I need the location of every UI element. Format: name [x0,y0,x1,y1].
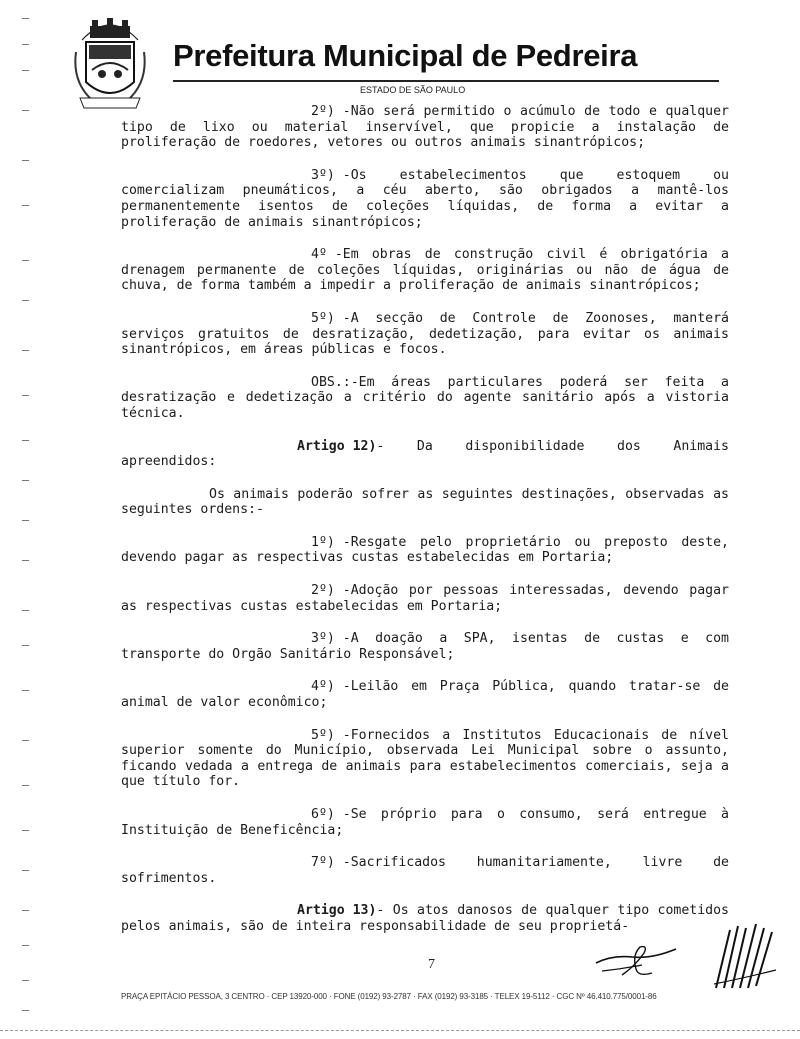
item-number: 6º) - [311,807,351,822]
paragraph [121,807,729,838]
margin-tick [22,480,29,481]
margin-tick [22,830,29,831]
margin-tick [22,870,29,871]
margin-tick [22,785,29,786]
footer-address: PRAÇA EPITÁCIO PESSOA, 3 CENTRO · CEP 13920-000 · FONE (0192) 93-2787 · FAX (0192) 93-3185 · TELEX 19-5112 · CGC Nº 46.410.775/0001-86 [121,992,657,1001]
margin-tick [22,645,29,646]
paragraph-text: Em obras de construção civil é obrigatória a drenagem permanente de coleções líquidas, originárias ou não de água de chuva, de forma também a impedir a proliferação de animais sinantrópicos; [121,247,729,294]
paragraph-text: Os estabelecimentos que estoquem ou comercializam pneumáticos, a céu aberto, são obrigados a mantê-los permanentemente isentos de coleções líquidas, de forma a evitar a proliferação de animais sinantrópicos; [121,167,729,230]
paragraph-text: - Os atos danosos de qualquer tipo cometidos pelos animais, são de inteira responsabilidade de seu proprietá- [121,903,729,934]
margin-tick [22,945,29,946]
margin-tick [22,690,29,691]
margin-tick [22,205,29,206]
margin-tick [22,520,29,521]
margin-tick [22,110,29,111]
margin-tick [22,350,29,351]
paragraph [121,583,729,614]
paragraph-text: A secção de Controle de Zoonoses, manterá serviços gratuitos de desratização, dedetização, para evitar os animais sinantrópicos, em áreas públicas e focos. [121,310,729,358]
paragraph-text: Adoção por pessoas interessadas, devendo pagar as respectivas custas estabelecidas em Portaria; [121,583,729,614]
margin-tick [22,980,29,981]
paragraph-text: A doação a SPA, isentas de custas e com transporte do Orgão Sanitário Responsável; [121,631,729,662]
header-rule [173,80,719,82]
margin-tick [22,260,29,261]
paragraph [121,903,729,934]
paragraph-text: Os animais poderão sofrer as seguintes destinações, observadas as seguintes ordens:- [121,486,729,518]
paragraph-text: Se próprio para o consumo, será entregue à Instituição de Beneficência; [121,807,729,838]
paragraph [121,168,729,230]
signature-initials [710,918,780,994]
margin-tick [22,740,29,741]
paragraph-text: Sacrificados humanitariamente, livre de sofrimentos. [121,855,729,886]
article-heading: Artigo 13) [297,903,377,919]
margin-tick [22,300,29,301]
paragraph [121,728,729,790]
margin-tick [22,18,29,19]
state-label: ESTADO DE SÃO PAULO [360,85,466,95]
page-title: Prefeitura Municipal de Pedreira [173,38,638,73]
margin-ticks [22,0,52,1039]
paragraph [121,375,729,422]
paragraph [121,487,729,518]
paragraph-text: - Da disponibilidade dos Animais apreendidos: [121,438,729,470]
item-number: 5º) - [311,727,351,743]
item-number: 4º - [311,247,343,263]
paragraph-text: Em áreas particulares poderá ser feita a desratização e dedetização a critério do agente sanitário após a vistoria técnica. [121,374,729,421]
item-number: 4º) - [311,679,351,695]
margin-tick [22,395,29,396]
paragraph [121,311,729,358]
item-number: 7º) - [311,855,351,871]
scan-edge-line [0,1030,800,1032]
paragraph [121,855,729,886]
paragraph-text: Resgate pelo proprietário ou preposto deste, devendo pagar as respectivas custas estabelecidas em Portaria; [121,534,729,566]
item-number: 5º) - [311,310,351,326]
margin-tick [22,610,29,611]
margin-tick [22,1010,29,1011]
paragraph [121,247,729,294]
item-number: 2º) - [311,583,351,599]
item-number: OBS.:- [311,374,359,390]
margin-tick [22,440,29,441]
item-number: 3º) - [311,631,351,647]
paragraph [121,104,729,151]
margin-tick [22,70,29,71]
margin-tick [22,160,29,161]
margin-tick [22,910,29,911]
page-number: 7 [428,957,435,972]
paragraph [121,535,729,566]
paragraph-text: Não será permitido o acúmulo de todo e qualquer tipo de lixo ou material inservível, que propicie a instalação de proliferação de roedores, vetores ou outros animais sinantrópicos; [121,104,729,151]
paragraph [121,679,729,710]
item-number: 1º) - [311,534,351,550]
paragraph-text: Fornecidos a Institutos Educacionais de nível superior somente do Município, observada Lei Municipal sobre o assunto, ficando vedada a entrega de animais para estabelecimentos comerciais, seja a que título for. [121,727,729,790]
paragraph [121,631,729,662]
paragraph [121,439,729,470]
article-heading: Artigo 12) [297,438,377,454]
margin-tick [22,44,29,45]
item-number: 3º) - [311,167,351,183]
item-number: 2º) - [311,104,351,119]
signature-mark [592,935,680,983]
margin-tick [22,560,29,561]
document-body [121,104,729,952]
paragraph-text: Leilão em Praça Pública, quando tratar-se de animal de valor econômico; [121,679,729,711]
